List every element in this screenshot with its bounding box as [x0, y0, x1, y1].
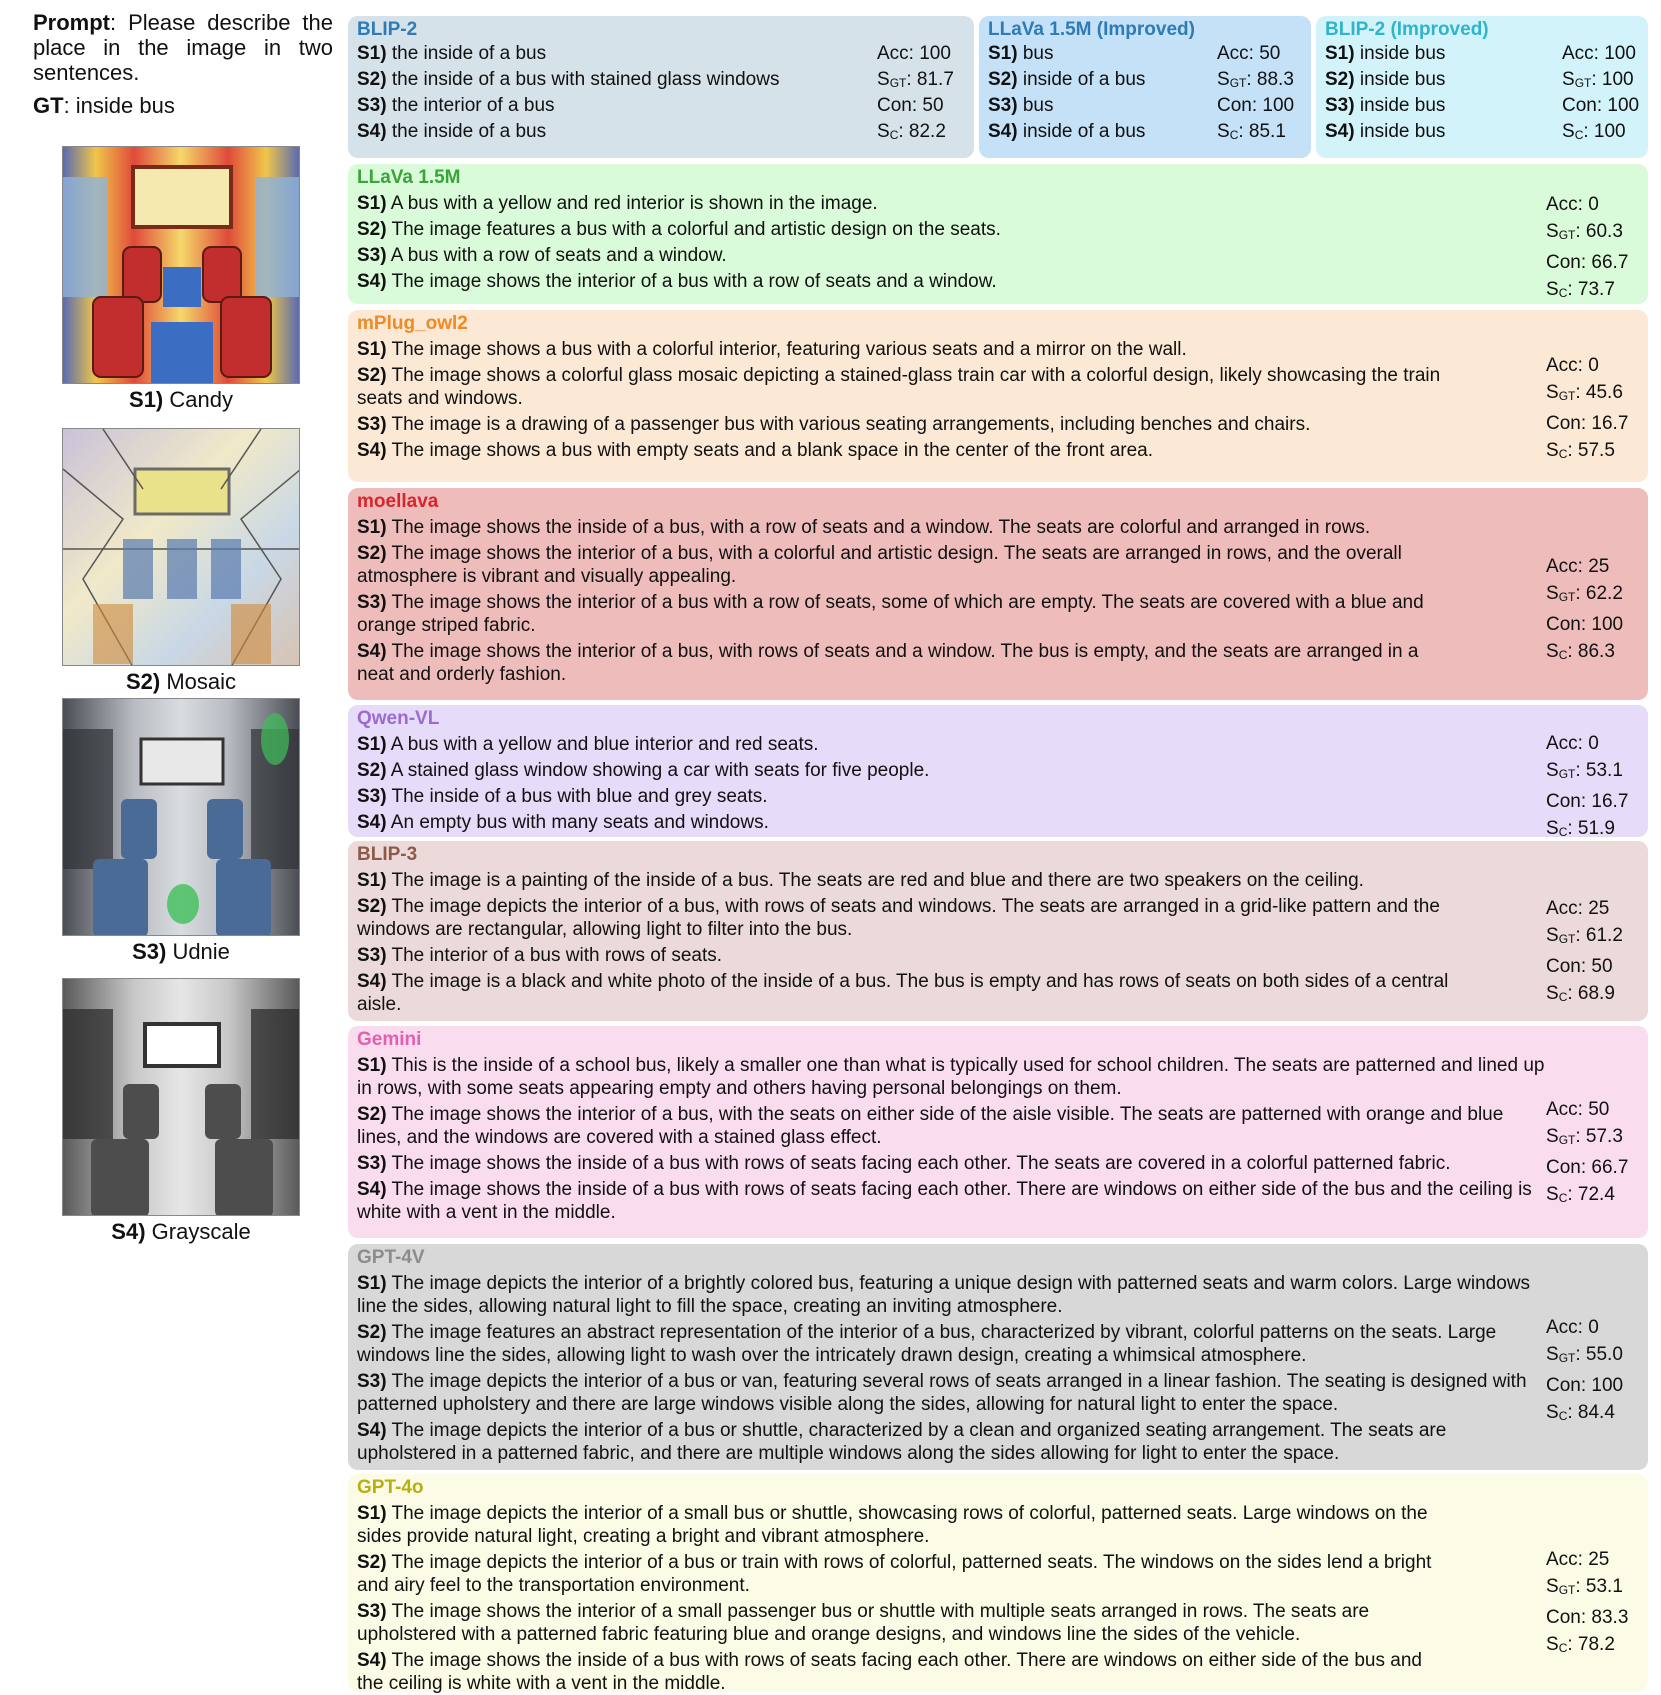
score-acc: Acc: 0	[1546, 733, 1599, 754]
panel-qwen	[348, 705, 1648, 837]
prompt-text: Prompt: Please describe the place in the image in two sentences.	[33, 10, 333, 85]
response-line: S1) the inside of a bus Acc: 100	[357, 41, 966, 67]
panel-moellava	[348, 488, 1648, 700]
score-acc: Acc: 0	[1546, 355, 1599, 376]
response-line: S3) The image depicts the interior of a bus or van, featuring several rows of seats arranged in a linear fashion. The seating is designed with patterned upholstery and there are large windows visible along the sides, allowing for natural light to enter the space.	[357, 1371, 1527, 1415]
panel-gemini	[348, 1026, 1648, 1238]
grayscale-image	[62, 978, 300, 1216]
response-line: S1) The image depicts the interior of a small bus or shuttle, showcasing rows of colorful, patterned seats. Large windows on the sides provide natural light, creating a bright and vibrant atmosphere.	[357, 1503, 1428, 1547]
score-acc: Acc: 25	[1546, 1549, 1610, 1570]
score-acc: Acc: 100	[1562, 43, 1636, 64]
style-udnie	[62, 698, 300, 965]
score-sgt: $S_{GT}$: 55.0	[1546, 1344, 1623, 1365]
response-line: S2) the inside of a bus with stained glass windows $S_{GT}$: 81.7	[357, 67, 966, 93]
model-title: Gemini	[357, 1029, 422, 1050]
response-line: S3) The inside of a bus with blue and grey seats.	[357, 786, 768, 807]
response-list	[357, 869, 1453, 1016]
udnie-caption: S3) Udnie	[132, 939, 230, 964]
score-con: Con: 66.7	[1546, 252, 1629, 273]
panel-blip3	[348, 841, 1648, 1021]
response-line: S2) A stained glass window showing a car with seats for five people.	[357, 760, 930, 781]
score-con: Con: 50	[877, 95, 944, 116]
mosaic-bus-icon	[63, 429, 300, 666]
response-line: S1) The image is a painting of the inside of a bus. The seats are red and blue and there are two speakers on the ceiling.	[357, 870, 1364, 891]
response-line: S4) The image shows the interior of a bus with a row of seats and a window.	[357, 271, 997, 292]
score-sc: $S_C$: 73.7	[1546, 279, 1615, 300]
score-sc: $S_C$: 72.4	[1546, 1184, 1615, 1205]
response-list	[357, 516, 1453, 686]
response-list	[357, 1272, 1547, 1465]
scores-block	[1546, 730, 1628, 846]
score-sc: $S_C$: 78.2	[1546, 1634, 1615, 1655]
scores-block	[1546, 553, 1623, 669]
response-line: S2) The image shows a colorful glass mosaic depicting a stained-glass train car with a colorful design, likely showcasing the train seats and windows.	[357, 365, 1441, 409]
scores-block	[1546, 191, 1628, 307]
response-line: S3) The image shows the interior of a small passenger bus or shuttle with multiple seats arranged in rows. The seats are upholstered with a patterned fabric featuring blue and orange designs, and windows line the sides of the vehicle.	[357, 1601, 1370, 1645]
model-title: LLaVa 1.5M (Improved)	[988, 19, 1195, 40]
response-line: S1) The image shows the inside of a bus, with a row of seats and a window. The seats are colorful and arranged in rows.	[357, 517, 1371, 538]
model-title: mPlug_owl2	[357, 313, 468, 334]
response-line: S2) The image depicts the interior of a bus, with rows of seats and windows. The seats are arranged in a grid-like pattern and the windows are rectangular, allowing light to filter into the bus.	[357, 896, 1440, 940]
model-title: Qwen-VL	[357, 708, 440, 729]
score-sc: $S_C$: 57.5	[1546, 440, 1615, 461]
response-line: S3) bus Con: 100	[988, 93, 1303, 119]
response-line: S2) The image features a bus with a colorful and artistic design on the seats.	[357, 219, 1001, 240]
response-line: S2) The image features an abstract representation of the interior of a bus, characterized by vibrant, colorful patterns on the seats. Large windows line the sides, allowing light to wash over the intricately drawn design, creating a whimsical atmosphere.	[357, 1322, 1497, 1366]
score-sgt: $S_{GT}$: 81.7	[877, 69, 954, 90]
response-line: S2) The image depicts the interior of a bus or train with rows of colorful, patterned seats. The windows on the sides lend a bright and airy feel to the transportation environment.	[357, 1552, 1432, 1596]
panel-blip2_imp	[1316, 16, 1648, 158]
response-line: S2) The image shows the interior of a bus, with the seats on either side of the aisle visible. The seats are patterned with orange and blue lines, and the windows are covered with a stained glass effect.	[357, 1104, 1504, 1148]
response-line: S4) The image shows the interior of a bus, with rows of seats and a window. The bus is empty, and the seats are arranged in a neat and orderly fashion.	[357, 641, 1419, 685]
score-con: Con: 83.3	[1546, 1607, 1629, 1628]
udnie-image	[62, 698, 300, 936]
grayscale-caption: S4) Grayscale	[111, 1219, 251, 1244]
response-line: S2) inside of a bus $S_{GT}$: 88.3	[988, 67, 1303, 93]
score-acc: Acc: 0	[1546, 1317, 1599, 1338]
scores-block	[1546, 895, 1623, 1011]
response-line: S4) The image is a black and white photo of the inside of a bus. The bus is empty and has rows of seats on both sides of a central aisle.	[357, 971, 1449, 1015]
candy-caption: S1) Candy	[129, 387, 233, 412]
score-con: Con: 100	[1546, 1375, 1624, 1396]
response-line: S2) inside bus $S_{GT}$: 100	[1325, 67, 1640, 93]
scores-block	[1546, 352, 1628, 468]
score-sgt: $S_{GT}$: 57.3	[1546, 1126, 1623, 1147]
score-sc: $S_C$: 86.3	[1546, 641, 1615, 662]
model-title: GPT-4V	[357, 1247, 425, 1268]
score-sc: $S_C$: 84.4	[1546, 1402, 1615, 1423]
score-acc: Acc: 25	[1546, 898, 1610, 919]
score-acc: Acc: 100	[877, 43, 951, 64]
score-sgt: $S_{GT}$: 88.3	[1217, 69, 1294, 90]
score-sc: $S_C$: 51.9	[1546, 818, 1615, 839]
candy-image	[62, 146, 300, 384]
score-sgt: $S_{GT}$: 60.3	[1546, 221, 1623, 242]
panel-gpt4o	[348, 1474, 1648, 1692]
mosaic-caption: S2) Mosaic	[125, 669, 237, 694]
response-line: S4) The image depicts the interior of a bus or shuttle, characterized by a clean and organized seating arrangement. The seats are upholstered in a patterned fabric, and there are multiple windows along the sides allowing for light to enter the space.	[357, 1420, 1447, 1464]
prompt-block	[33, 10, 333, 119]
response-line: S3) the interior of a bus Con: 50	[357, 93, 966, 119]
response-line: S1) The image shows a bus with a colorful interior, featuring various seats and a mirror on the wall.	[357, 339, 1187, 360]
response-list	[357, 733, 1537, 834]
style-candy	[62, 146, 300, 413]
response-line: S4) The image shows a bus with empty seats and a blank space in the center of the front area.	[357, 440, 1153, 461]
response-line: S1) bus Acc: 50	[988, 41, 1303, 67]
style-mosaic	[62, 428, 300, 695]
udnie-bus-icon	[63, 699, 300, 936]
model-title: moellava	[357, 491, 439, 512]
model-title: BLIP-3	[357, 844, 418, 865]
response-line: S3) The image shows the interior of a bus with a row of seats, some of which are empty. The seats are covered with a blue and orange striped fabric.	[357, 592, 1424, 636]
response-list	[357, 1054, 1547, 1224]
score-sgt: $S_{GT}$: 100	[1562, 69, 1634, 90]
score-acc: Acc: 50	[1217, 43, 1281, 64]
response-line: S4) inside of a bus $S_C$: 85.1	[988, 119, 1303, 145]
score-con: Con: 100	[1562, 95, 1640, 116]
response-line: S3) The image shows the inside of a bus with rows of seats facing each other. The seats are covered in a colorful patterned fabric.	[357, 1153, 1451, 1174]
scores-block	[1546, 1546, 1628, 1662]
score-con: Con: 50	[1546, 956, 1613, 977]
panel-llava15	[348, 164, 1648, 304]
panel-gpt4v	[348, 1244, 1648, 1470]
model-title: BLIP-2 (Improved)	[1325, 19, 1489, 40]
response-line: S4) The image shows the inside of a bus with rows of seats facing each other. There are windows on either side of the bus and the ceiling is white with a vent in the middle.	[357, 1179, 1532, 1223]
score-con: Con: 16.7	[1546, 413, 1629, 434]
score-sc: $S_C$: 82.2	[877, 121, 946, 142]
score-sgt: $S_{GT}$: 61.2	[1546, 925, 1623, 946]
response-list	[357, 338, 1453, 462]
score-acc: Acc: 25	[1546, 556, 1610, 577]
score-acc: Acc: 50	[1546, 1099, 1610, 1120]
score-sgt: $S_{GT}$: 53.1	[1546, 1576, 1623, 1597]
panel-mplug	[348, 310, 1648, 482]
score-sc: $S_C$: 68.9	[1546, 983, 1615, 1004]
response-line: S3) A bus with a row of seats and a window.	[357, 245, 727, 266]
style-grayscale	[62, 978, 300, 1245]
scores-block	[1546, 1314, 1623, 1430]
panel-blip2	[348, 16, 974, 158]
score-con: Con: 66.7	[1546, 1157, 1629, 1178]
response-line: S3) The image is a drawing of a passenger bus with various seating arrangements, including benches and chairs.	[357, 414, 1311, 435]
score-sgt: $S_{GT}$: 62.2	[1546, 583, 1623, 604]
response-line: S4) inside bus $S_C$: 100	[1325, 119, 1640, 145]
panel-llava15_imp	[979, 16, 1311, 158]
model-title: BLIP-2	[357, 19, 418, 40]
candy-bus-icon	[63, 147, 300, 384]
score-acc: Acc: 0	[1546, 194, 1599, 215]
score-sgt: $S_{GT}$: 53.1	[1546, 760, 1623, 781]
score-con: Con: 16.7	[1546, 791, 1629, 812]
response-line: S4) the inside of a bus $S_C$: 82.2	[357, 119, 966, 145]
response-line: S1) A bus with a yellow and red interior is shown in the image.	[357, 193, 878, 214]
score-sc: $S_C$: 100	[1562, 121, 1626, 142]
score-con: Con: 100	[1217, 95, 1295, 116]
ground-truth: GT: inside bus	[33, 93, 175, 118]
mosaic-image	[62, 428, 300, 666]
response-line: S2) The image shows the interior of a bus, with a colorful and artistic design. The seats are arranged in rows, and the overall atmosphere is vibrant and visually appealing.	[357, 543, 1402, 587]
response-line: S1) This is the inside of a school bus, likely a smaller one than what is typically used for school children. The seats are patterned and lined up in rows, with some seats appearing empty and others having personal belongings on them.	[357, 1055, 1545, 1099]
response-line: S4) An empty bus with many seats and windows.	[357, 812, 769, 833]
response-list	[357, 192, 1537, 293]
response-line: S1) A bus with a yellow and blue interior and red seats.	[357, 734, 819, 755]
model-title: GPT-4o	[357, 1477, 424, 1498]
response-line: S1) The image depicts the interior of a brightly colored bus, featuring a unique design with patterned seats and warm colors. Large windows line the sides, allowing natural light to fill the space, creating an inviting atmosphere.	[357, 1273, 1531, 1317]
response-line: S3) inside bus Con: 100	[1325, 93, 1640, 119]
response-list	[357, 1502, 1453, 1695]
score-sgt: $S_{GT}$: 45.6	[1546, 382, 1623, 403]
score-con: Con: 100	[1546, 614, 1624, 635]
scores-block	[1546, 1096, 1628, 1212]
response-line: S1) inside bus Acc: 100	[1325, 41, 1640, 67]
response-line: S3) The interior of a bus with rows of seats.	[357, 945, 723, 966]
score-sc: $S_C$: 85.1	[1217, 121, 1286, 142]
grayscale-bus-icon	[63, 979, 300, 1216]
model-title: LLaVa 1.5M	[357, 167, 461, 188]
response-line: S4) The image shows the inside of a bus with rows of seats facing each other. There are windows on either side of the bus and the ceiling is white with a vent in the middle.	[357, 1650, 1422, 1694]
